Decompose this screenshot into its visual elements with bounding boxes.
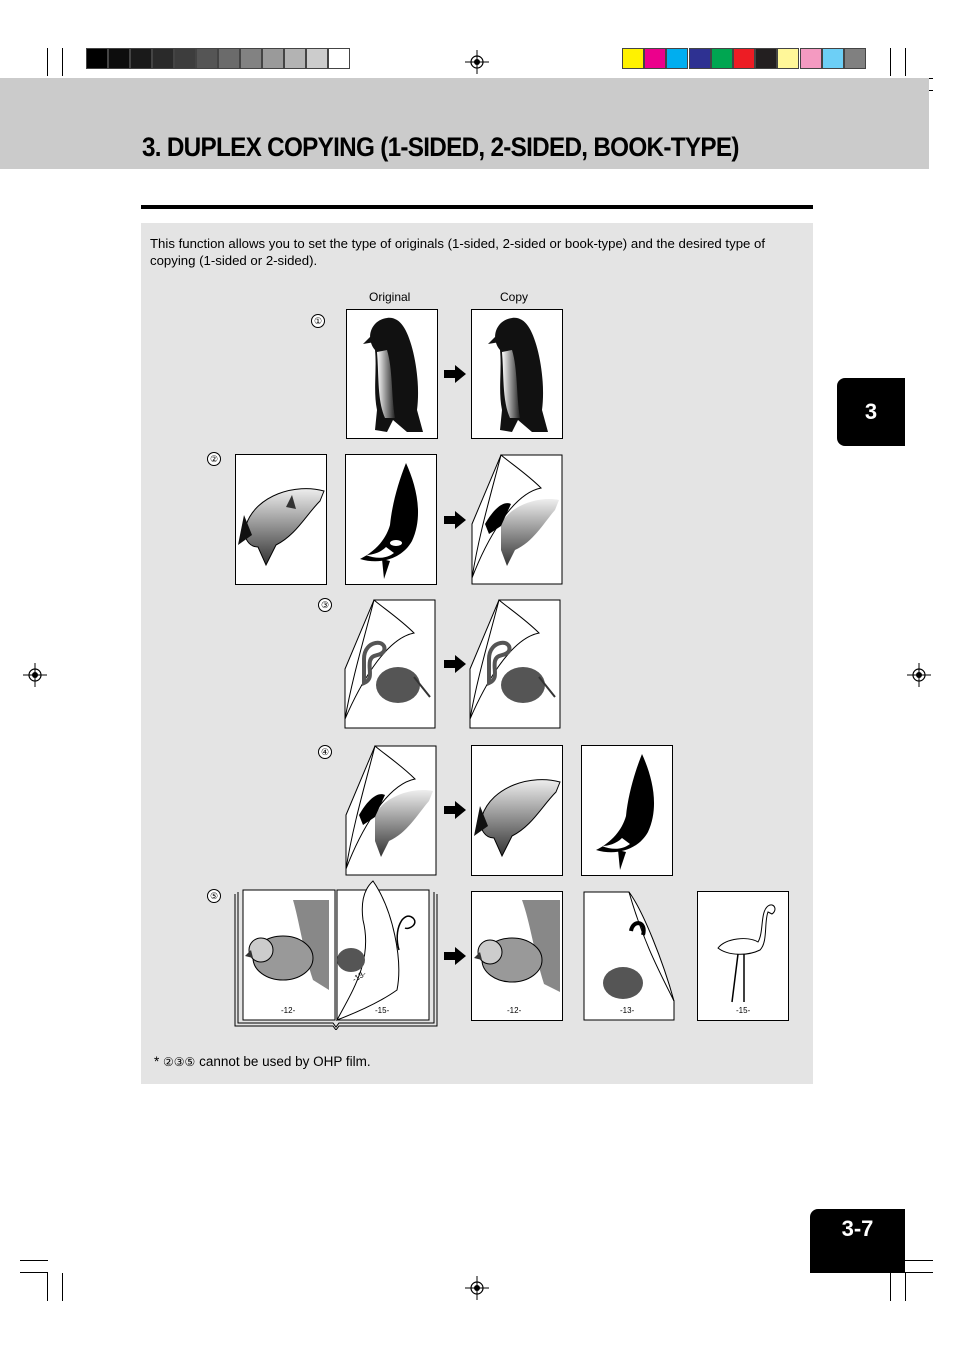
color-swatch: [777, 48, 799, 69]
color-swatch: [844, 48, 866, 69]
orca-illustration: [346, 455, 437, 585]
registration-mark-icon: [23, 663, 47, 687]
copy-page-duplex: [583, 891, 675, 1021]
gray-swatch: [196, 48, 218, 69]
arrow-right-icon: [444, 365, 466, 383]
original-page-duplex: [345, 745, 437, 876]
footnote: [154, 1054, 371, 1069]
crop-mark: [905, 1272, 933, 1273]
page-number: 3-7: [810, 1209, 905, 1273]
duplex-sheet-illustration: [344, 599, 436, 729]
chapter-tab: 3: [837, 378, 905, 446]
row-marker: ①: [311, 314, 325, 328]
crop-mark: [62, 48, 63, 76]
intro-text: This function allows you to set the type of originals (1-sided, 2-sided or book-type) and the desired type of copying (1-sided or 2-sided).: [150, 236, 766, 268]
original-page: [345, 454, 437, 585]
page-title: 3. DUPLEX COPYING (1-SIDED, 2-SIDED, BOOK-TYPE): [142, 132, 739, 162]
book-page-number: -13-: [350, 969, 368, 984]
arrow-right-icon: [444, 947, 466, 965]
penguin-illustration: [347, 310, 438, 439]
shark-illustration: [236, 455, 327, 585]
crop-mark: [905, 1273, 906, 1301]
color-swatch: [689, 48, 711, 69]
row-marker: ②: [207, 452, 221, 466]
column-header-copy: Copy: [500, 290, 529, 304]
footnote-text: cannot be used by OHP film.: [199, 1054, 371, 1069]
gray-swatch: [174, 48, 196, 69]
original-page: [235, 454, 327, 585]
duplex-sheet-illustration: [345, 745, 437, 876]
title-rule: [141, 205, 813, 209]
copy-page-number: -12-: [507, 1006, 522, 1015]
color-swatch: [644, 48, 666, 69]
crop-mark: [47, 48, 48, 76]
book-page-number: -12-: [281, 1006, 296, 1015]
arrow-right-icon: [444, 801, 466, 819]
parrot-illustration: [472, 892, 563, 1021]
penguin-illustration: [472, 310, 563, 439]
copy-page-duplex: [469, 599, 561, 729]
gray-swatch: [218, 48, 240, 69]
arrow-right-icon: [444, 655, 466, 673]
copy-page: [471, 891, 563, 1021]
copy-page: [697, 891, 789, 1021]
shark-illustration: [472, 746, 563, 876]
crop-mark: [20, 1272, 48, 1273]
registration-mark-icon: [907, 663, 931, 687]
color-swatch: [666, 48, 688, 69]
duplex-sheet-illustration: [471, 454, 563, 585]
row-marker: ⑤: [207, 889, 221, 903]
color-swatch: [733, 48, 755, 69]
duplex-sheet-illustration: [469, 599, 561, 729]
gray-swatch: [262, 48, 284, 69]
gray-swatch: [108, 48, 130, 69]
copy-page-duplex: [471, 454, 563, 585]
color-swatch: [800, 48, 822, 69]
crop-mark: [890, 48, 891, 76]
gray-swatch: [284, 48, 306, 69]
color-swatch: [622, 48, 644, 69]
gray-swatch: [130, 48, 152, 69]
crop-mark: [20, 1260, 48, 1261]
copy-page: [471, 745, 563, 876]
footnote-asterisk: *: [154, 1054, 160, 1069]
footnote-markers: ②③⑤: [163, 1055, 196, 1069]
original-page: [346, 309, 438, 439]
book-original: [233, 880, 439, 1030]
color-swatch: [755, 48, 777, 69]
original-page-duplex: [344, 599, 436, 729]
gray-swatch: [86, 48, 108, 69]
copy-page: [581, 745, 673, 876]
crop-mark: [62, 1273, 63, 1301]
gray-swatch: [306, 48, 328, 69]
book-page-number: -15-: [375, 1006, 390, 1015]
registration-mark-icon: [465, 50, 489, 74]
crop-mark: [890, 1273, 891, 1301]
copy-page-number: -15-: [736, 1006, 751, 1015]
color-swatch: [822, 48, 844, 69]
column-header-original: Original: [369, 290, 411, 304]
row-marker: ③: [318, 598, 332, 612]
flamingo-illustration: [698, 892, 789, 1021]
crop-mark: [905, 1260, 933, 1261]
duplex-sheet-illustration: [583, 891, 675, 1021]
crop-mark: [47, 1273, 48, 1301]
gray-swatch: [240, 48, 262, 69]
orca-illustration: [582, 746, 673, 876]
open-book-illustration: [233, 880, 439, 1030]
copy-page-number: -13-: [620, 1006, 635, 1015]
gray-swatch: [152, 48, 174, 69]
gray-swatch: [328, 48, 350, 69]
registration-mark-icon: [465, 1276, 489, 1300]
arrow-right-icon: [444, 511, 466, 529]
color-swatch: [711, 48, 733, 69]
crop-mark: [905, 48, 906, 76]
copy-page: [471, 309, 563, 439]
row-marker: ④: [318, 745, 332, 759]
